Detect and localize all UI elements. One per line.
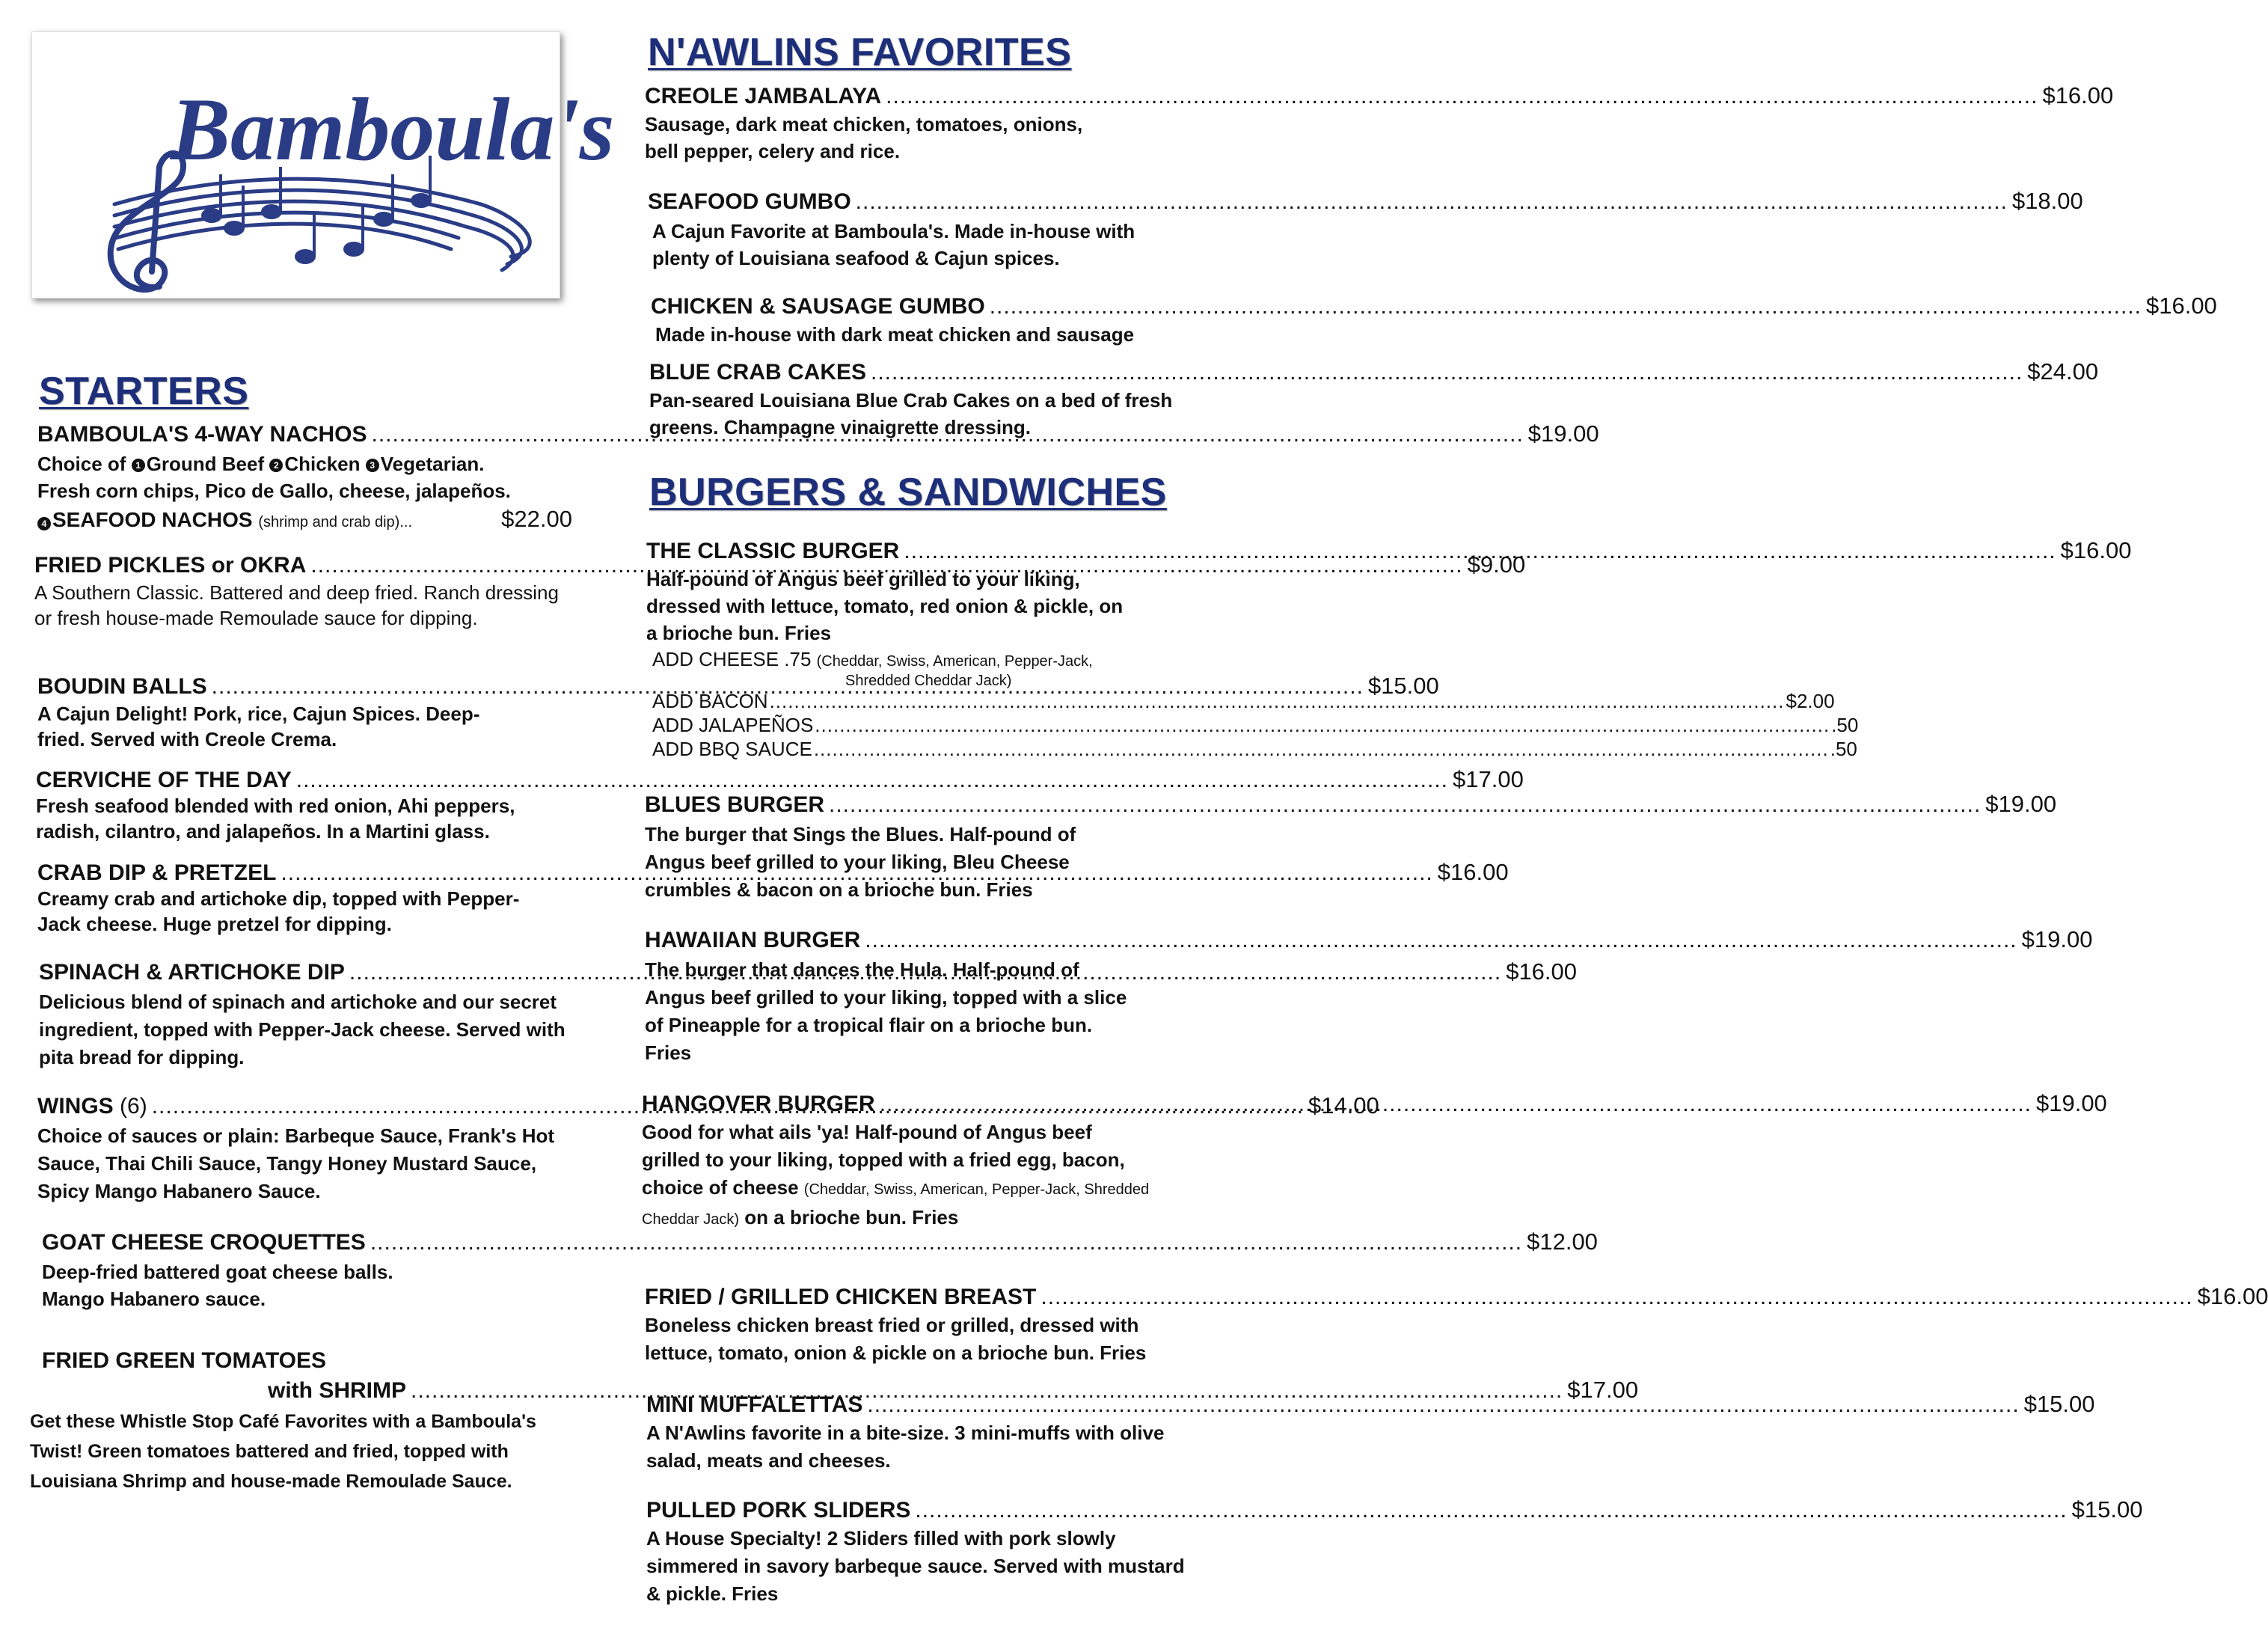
add-cheese-label: ADD CHEESE .75 — [652, 648, 812, 670]
item-name: BLUE CRAB CAKES — [649, 360, 867, 385]
bullet-1-icon: 1 — [132, 459, 145, 472]
menu-item-pulled-pork-sliders — [646, 1496, 2143, 1608]
item-price: $16.00 — [2145, 293, 2217, 319]
item-description: The burger that Sings the Blues. Half-pound of Angus beef grilled to your liking, Bleu Cheese crumbles & bacon on a brioche bun. Fries — [645, 823, 1076, 901]
item-description: A Cajun Favorite at Bamboula's. Made in-house with plenty of Louisiana seafood & Cajun spices. — [652, 220, 1135, 269]
item-name: CRAB DIP & PRETZEL — [37, 860, 277, 885]
item-name: GOAT CHEESE CROQUETTES — [42, 1230, 366, 1255]
item-price: $9.00 — [1467, 551, 1526, 578]
item-name: FRIED GREEN TOMATOES — [42, 1348, 327, 1373]
add-bacon-price: $2.00 — [1786, 690, 1835, 712]
seafood-nachos-note: (shrimp and crab dip)... — [258, 514, 412, 530]
item-price: $19.00 — [2021, 926, 2093, 952]
add-cheese-note-2: Shredded Cheddar Jack) — [845, 673, 1012, 689]
music-staff-logo-icon — [32, 32, 615, 298]
item-name: SPINACH & ARTICHOKE DIP — [39, 960, 345, 985]
add-jalapenos-price: .50 — [1831, 714, 1859, 736]
item-name: BLUES BURGER — [645, 792, 825, 817]
logo-text: Bamboula's — [171, 79, 615, 179]
burgers-heading: BURGERS & SANDWICHES — [649, 471, 1167, 514]
item-name: BOUDIN BALLS — [37, 674, 207, 699]
item-name: WINGS — [37, 1094, 114, 1119]
menu-item-jambalaya — [645, 82, 2114, 165]
add-bacon-label: ADD BACON — [652, 690, 768, 712]
item-name: BAMBOULA'S 4-WAY NACHOS — [37, 422, 367, 447]
item-name: FRIED PICKLES or OKRA — [34, 553, 307, 578]
bullet-3-icon: 3 — [366, 459, 379, 472]
wings-count: (6) — [120, 1094, 147, 1119]
item-name: HAWAIIAN BURGER — [645, 928, 861, 952]
item-description: Pan-seared Louisiana Blue Crab Cakes on a bed of fresh greens. Champagne vinaigrette dressing. — [649, 389, 1173, 438]
item-description: Half-pound of Angus beef grilled to your liking, dressed with lettuce, tomato, red onion & pickle, on a brioche bun. Fries — [646, 568, 1124, 644]
menu-item-mini-muffalettas — [646, 1391, 2095, 1475]
item-price: $19.00 — [1985, 791, 2057, 817]
item-price: $16.00 — [1506, 958, 1578, 985]
add-bbq-price: .50 — [1830, 738, 1857, 760]
item-price: $15.00 — [2023, 1391, 2095, 1417]
item-description: Creamy crab and artichoke dip, topped with Pepper-Jack cheese. Huge pretzel for dipping. — [37, 887, 520, 935]
item-description-end: on a brioche bun. Fries — [744, 1206, 959, 1229]
item-name: HANGOVER BURGER — [642, 1092, 875, 1116]
hangover-cheese-note: (Cheddar, Swiss, American, Pepper-Jack, Shredded Cheddar Jack) — [642, 1181, 1150, 1228]
item-price: $16.00 — [2042, 82, 2114, 108]
starters-heading: STARTERS — [39, 370, 249, 413]
item-description: The burger that dances the Hula. Half-pound of Angus beef grilled to your liking, topped with a slice of Pineapple for a tropical flair on a brioche bun. Fries — [645, 958, 1127, 1064]
item-description: A Southern Classic. Battered and deep fried. Ranch dressing or fresh house-made Remoulade sauce for dipping. — [34, 581, 559, 629]
item-description: Fresh seafood blended with red onion, Ahi peppers, radish, cilantro, and jalapeños. In a Martini glass. — [36, 795, 515, 842]
item-description: Deep-fried battered goat cheese balls. Mango Habanero sauce. — [42, 1261, 393, 1310]
menu-item-chicken-gumbo — [651, 293, 2217, 348]
nachos-option-ground-beef: Ground Beef — [146, 453, 265, 475]
item-price: $12.00 — [1527, 1229, 1598, 1255]
item-price: $17.00 — [1567, 1377, 1639, 1403]
item-description: Delicious blend of spinach and artichoke and our secret ingredient, topped with Pepper-Jack cheese. Served with pita bread for dipping. — [39, 991, 566, 1068]
item-price: $15.00 — [2071, 1496, 2143, 1523]
item-description: A Cajun Delight! Pork, rice, Cajun Spices. Deep-fried. Served with Creole Crema. — [37, 703, 480, 750]
nawlins-heading: N'AWLINS FAVORITES — [648, 31, 1072, 74]
item-price: $18.00 — [2011, 188, 2083, 214]
item-price: $15.00 — [1367, 673, 1439, 699]
item-name-line-2: with SHRIMP — [268, 1378, 406, 1403]
item-name: FRIED / GRILLED CHICKEN BREAST — [645, 1285, 1037, 1309]
seafood-nachos-price: $22.00 — [501, 506, 572, 532]
item-price: $16.00 — [1437, 859, 1509, 885]
add-cheese-note: (Cheddar, Swiss, American, Pepper-Jack, — [816, 653, 1093, 670]
item-name: SEAFOOD GUMBO — [648, 189, 851, 214]
item-name: CHICKEN & SAUSAGE GUMBO — [651, 294, 985, 319]
item-description: Fresh corn chips, Pico de Gallo, cheese, jalapeños. — [37, 480, 511, 502]
item-description: Choice of sauces or plain: Barbeque Sauce, Frank's Hot Sauce, Thai Chili Sauce, Tangy Honey Mustard Sauce, Spicy Mango Habanero Sauce. — [37, 1125, 555, 1202]
bullet-4-icon: 4 — [37, 517, 51, 530]
item-price: $14.00 — [1308, 1092, 1379, 1119]
add-jalapenos-label: ADD JALAPEÑOS — [652, 714, 814, 736]
item-price: $16.00 — [2060, 537, 2132, 563]
seafood-nachos-name: SEAFOOD NACHOS — [52, 508, 253, 531]
item-description: Boneless chicken breast fried or grilled, dressed with lettuce, tomato, onion & pickle on a brioche bun. Fries — [645, 1314, 1147, 1364]
item-price: $19.00 — [1527, 420, 1599, 447]
item-name: CREOLE JAMBALAYA — [645, 84, 882, 108]
item-price: $16.00 — [2197, 1283, 2268, 1309]
item-price: $19.00 — [2035, 1090, 2107, 1116]
item-description: Good for what ails 'ya! Half-pound of Angus beef grilled to your liking, topped with a fried egg, bacon, choice of cheese — [642, 1121, 1125, 1199]
nachos-option-chicken: Chicken — [284, 453, 361, 475]
nachos-option-vegetarian: Vegetarian. — [380, 453, 485, 475]
item-description: Get these Whistle Stop Café Favorites with a Bamboula's Twist! Green tomatoes battered and fried, topped with Louisiana Shrimp and house-made Remoulade Sauce. — [30, 1411, 536, 1492]
add-bbq-label: ADD BBQ SAUCE — [652, 738, 812, 760]
nachos-desc-prefix: Choice of — [37, 453, 126, 475]
item-name: CERVICHE OF THE DAY — [36, 768, 292, 792]
item-price: $24.00 — [2027, 358, 2099, 385]
bullet-2-icon: 2 — [269, 459, 283, 472]
item-description: Made in-house with dark meat chicken and sausage — [655, 323, 1135, 346]
item-description: Sausage, dark meat chicken, tomatoes, onions, bell pepper, celery and rice. — [645, 113, 1083, 162]
item-price: $17.00 — [1453, 766, 1524, 792]
restaurant-logo — [31, 31, 615, 299]
item-name: MINI MUFFALETTAS — [646, 1392, 863, 1417]
item-name: PULLED PORK SLIDERS — [646, 1498, 911, 1523]
item-description: A N'Awlins favorite in a bite-size. 3 mini-muffs with olive salad, meats and cheeses. — [646, 1422, 1165, 1472]
menu-item-seafood-gumbo — [648, 188, 2083, 272]
item-name: THE CLASSIC BURGER — [646, 539, 900, 563]
menu-item-chicken-breast — [645, 1283, 2268, 1367]
item-description: A House Specialty! 2 Sliders filled with pork slowly simmered in savory barbeque sauce. Served with mustard & pickle. Fries — [646, 1527, 1185, 1605]
